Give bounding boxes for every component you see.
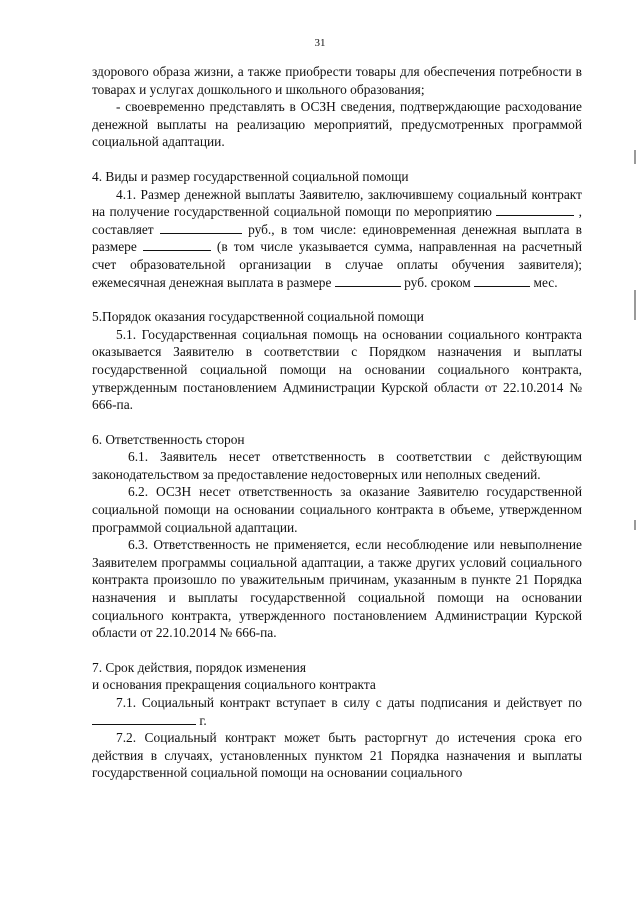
document-body (92, 63, 582, 782)
blank-field-months (474, 274, 530, 287)
blank-field-monthly-amount (335, 274, 401, 287)
section-7-paragraph-2: 7.2. Социальный контракт может быть расторгнут до истечения срока его действия в случаях, установленных пунктом 21 Порядка назначения и выплаты государственной социальной помощи на основании социального (92, 730, 582, 781)
section-4-title: 4. Виды и размер государственной социальной помощи (92, 168, 409, 184)
blank-field-total-amount (160, 221, 242, 234)
scan-edge-mark (634, 520, 636, 530)
section-6-title: 6. Ответственность сторон (92, 431, 245, 447)
section-6-paragraph-2: 6.2. ОСЗН несет ответственность за оказание Заявителю государственной социальной помощи на основании социального контракта в объеме, утвержденном программой социальной адаптации. (92, 484, 582, 535)
section-7-paragraph-1: 7.1. Социальный контракт вступает в силу с даты подписания и действует по г. (92, 694, 582, 729)
intro-paragraph-1: здорового образа жизни, а также приобрести товары для обеспечения потребности в товарах и услугах дошкольного и школьного образования; (92, 64, 582, 97)
section-7-title-line-1: 7. Срок действия, порядок изменения (92, 659, 306, 675)
section-7-title-line-2: и основания прекращения социального контракта (92, 677, 376, 693)
blank-field-activity (496, 203, 574, 216)
scan-edge-mark (634, 150, 636, 164)
blank-field-lump-sum (143, 238, 211, 251)
scan-edge-mark (634, 290, 636, 320)
section-4-paragraph-1: 4.1. Размер денежной выплаты Заявителю, заключившему социальный контракт на получение государственной социальной помощи по мероприятию , составляет руб., в том числе: единовременная денежная выплата в размере (в том числе указывается сумма, направленная на расчетный счет образовательной организации в случае оплаты обучения заявителя); ежемесячная денежная выплата в размере руб. сроком мес. (92, 186, 583, 290)
section-6-paragraph-1: 6.1. Заявитель несет ответственность в соответствии с действующим законодательством за предоставление недостоверных или неполных сведений. (92, 449, 582, 482)
section-5-title: 5.Порядок оказания государственной социальной помощи (92, 309, 424, 325)
intro-paragraph-2: - своевременно представлять в ОСЗН сведения, подтверждающие расходование денежной выплаты на реализацию мероприятий, предусмотренных программой социальной адаптации. (92, 99, 582, 150)
page-number: 31 (314, 37, 326, 49)
section-5-paragraph-1: 5.1. Государственная социальная помощь на основании социального контракта оказывается Заявителю в соответствии с Порядком назначения и выплаты государственной социальной помощи на основании социального контракта, утвержденным постановлением Администрации Курской области от 22.10.2014 № 666-па. (92, 326, 582, 413)
blank-field-end-date (92, 712, 196, 725)
section-6-paragraph-3: 6.3. Ответственность не применяется, если несоблюдение или невыполнение Заявителем программы социальной адаптации, а также других условий социального контракта произошло по уважительным причинам, указанным в пункте 21 Порядка назначения и выплаты государственной социальной помощи на основании социального контракта, утвержденного постановлением Администрации Курской области от 22.10.2014 № 666-па. (92, 537, 582, 641)
